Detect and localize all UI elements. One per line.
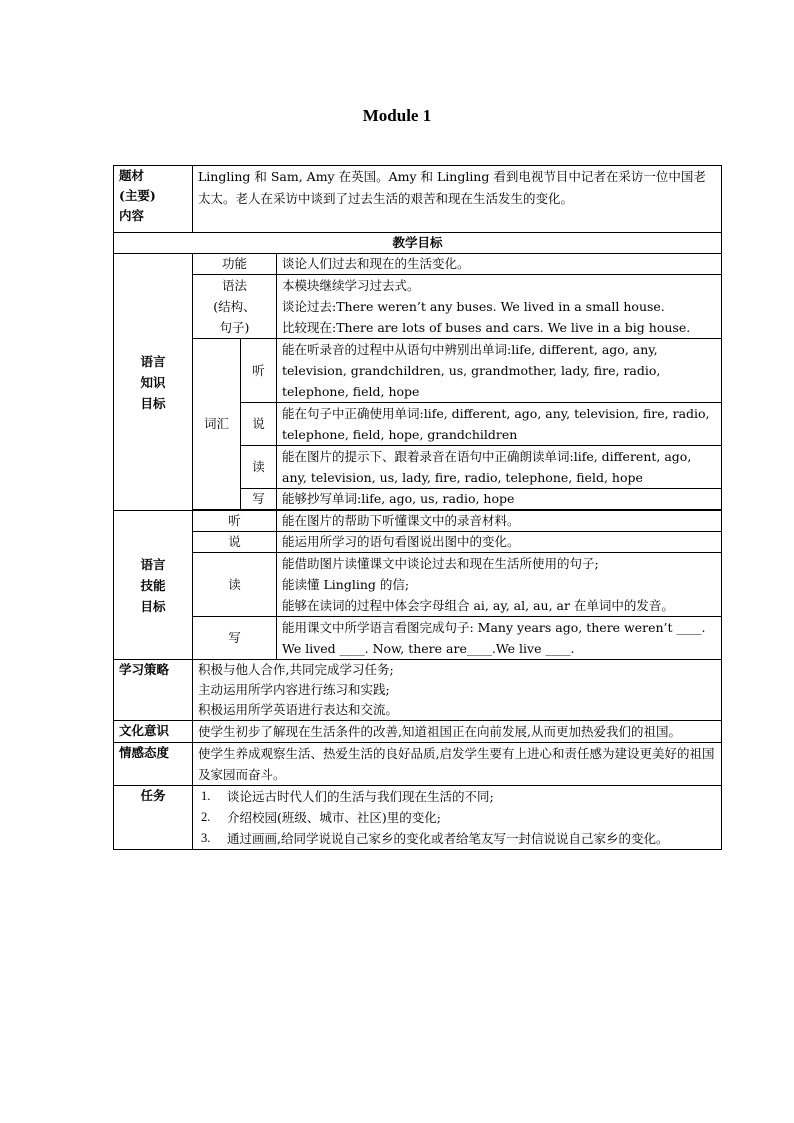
topic-label: 题材 (主要) 内容 (114, 166, 193, 233)
learning-strategy-content: 积极与他人合作,共同完成学习任务; 主动运用所学内容进行练习和实践; 积极运用所学英语进行表达和交流。 (193, 660, 722, 721)
function-label: 功能 (193, 254, 277, 275)
cultural-awareness-label: 文化意识 (114, 721, 193, 743)
vocab-speak-content: 能在句子中正确使用单词:life, different, ago, any, television, fire, radio, telephone, field, hope, grandchildren (277, 403, 722, 446)
task-item: 3. 通过画画,给同学说说自己家乡的变化或者给笔友写一封信说说自己家乡的变化。 (201, 831, 669, 846)
grammar-label: 语法 (结构、 句子) (193, 275, 277, 339)
vocab-speak-label: 说 (241, 403, 277, 446)
topic-content: Lingling 和 Sam, Amy 在英国。Amy 和 Lingling 看到电视节目中记者在采访一位中国老太太。老人在采访中谈到了过去生活的艰苦和现在生活发生的变化。 (193, 166, 722, 233)
vocab-read-content: 能在图片的提示下、跟着录音在语句中正确朗读单词:life, different, ago, any, television, us, lady, fire, radio, telephone, field, hope (277, 446, 722, 489)
vocabulary-label: 词汇 (193, 339, 241, 510)
tasks-label: 任务 (114, 786, 193, 850)
vocab-write-label: 写 (241, 489, 277, 510)
vocab-listen-label: 听 (241, 339, 277, 403)
language-knowledge-label: 语言 知识 目标 (114, 254, 193, 511)
cultural-awareness-content: 使学生初步了解现在生活条件的改善,知道祖国正在向前发展,从而更加热爱我们的祖国。 (193, 721, 722, 743)
vocab-write-content: 能够抄写单词:life, ago, us, radio, hope (277, 489, 722, 510)
topic-row (114, 166, 722, 233)
skills-listen-label: 听 (193, 511, 277, 532)
page-title: Module 1 (362, 106, 432, 125)
language-skills-label: 语言 技能 目标 (114, 511, 193, 660)
learning-strategy-label: 学习策略 (114, 660, 193, 721)
skills-listen-content: 能在图片的帮助下听懂课文中的录音材料。 (277, 511, 722, 532)
vocab-read-label: 读 (241, 446, 277, 489)
task-item: 2. 介绍校园(班级、城市、社区)里的变化; (201, 810, 441, 825)
skills-write-label: 写 (193, 617, 277, 660)
skills-read-label: 读 (193, 553, 277, 617)
tasks-content (193, 786, 722, 850)
emotional-attitude-content: 使学生养成观察生活、热爱生活的良好品质,启发学生要有上进心和责任感为建设更美好的祖国及家园而奋斗。 (193, 743, 722, 786)
emotional-attitude-label: 情感态度 (114, 743, 193, 786)
task-item: 1. 谈论远古时代人们的生活与我们现在生活的不同; (201, 789, 494, 804)
skills-speak-label: 说 (193, 532, 277, 553)
teaching-goals-heading: 教学目标 (114, 233, 722, 254)
grammar-content: 本模块继续学习过去式。 谈论过去:There weren’t any buses. We lived in a small house. 比较现在:There are lots of buses and cars. We live in a big house. (277, 275, 722, 339)
task-list (201, 786, 716, 849)
skills-speak-content: 能运用所学习的语句看图说出图中的变化。 (277, 532, 722, 553)
skills-read-content: 能借助图片读懂课文中谈论过去和现在生活所使用的句子; 能读懂 Lingling 的信; 能够在读词的过程中体会字母组合 ai, ay, al, au, ar 在单词中的发音。 (277, 553, 722, 617)
lesson-plan-table (113, 165, 722, 850)
vocab-listen-content: 能在听录音的过程中从语句中辨别出单词:life, different, ago, any, television, grandchildren, us, grandmother, lady, fire, radio, telephone, field, hope (277, 339, 722, 403)
function-content: 谈论人们过去和现在的生活变化。 (277, 254, 722, 275)
skills-write-content: 能用课文中所学语言看图完成句子: Many years ago, there weren’t ____. We lived ____. Now, there are____.We live ____. (277, 617, 722, 660)
